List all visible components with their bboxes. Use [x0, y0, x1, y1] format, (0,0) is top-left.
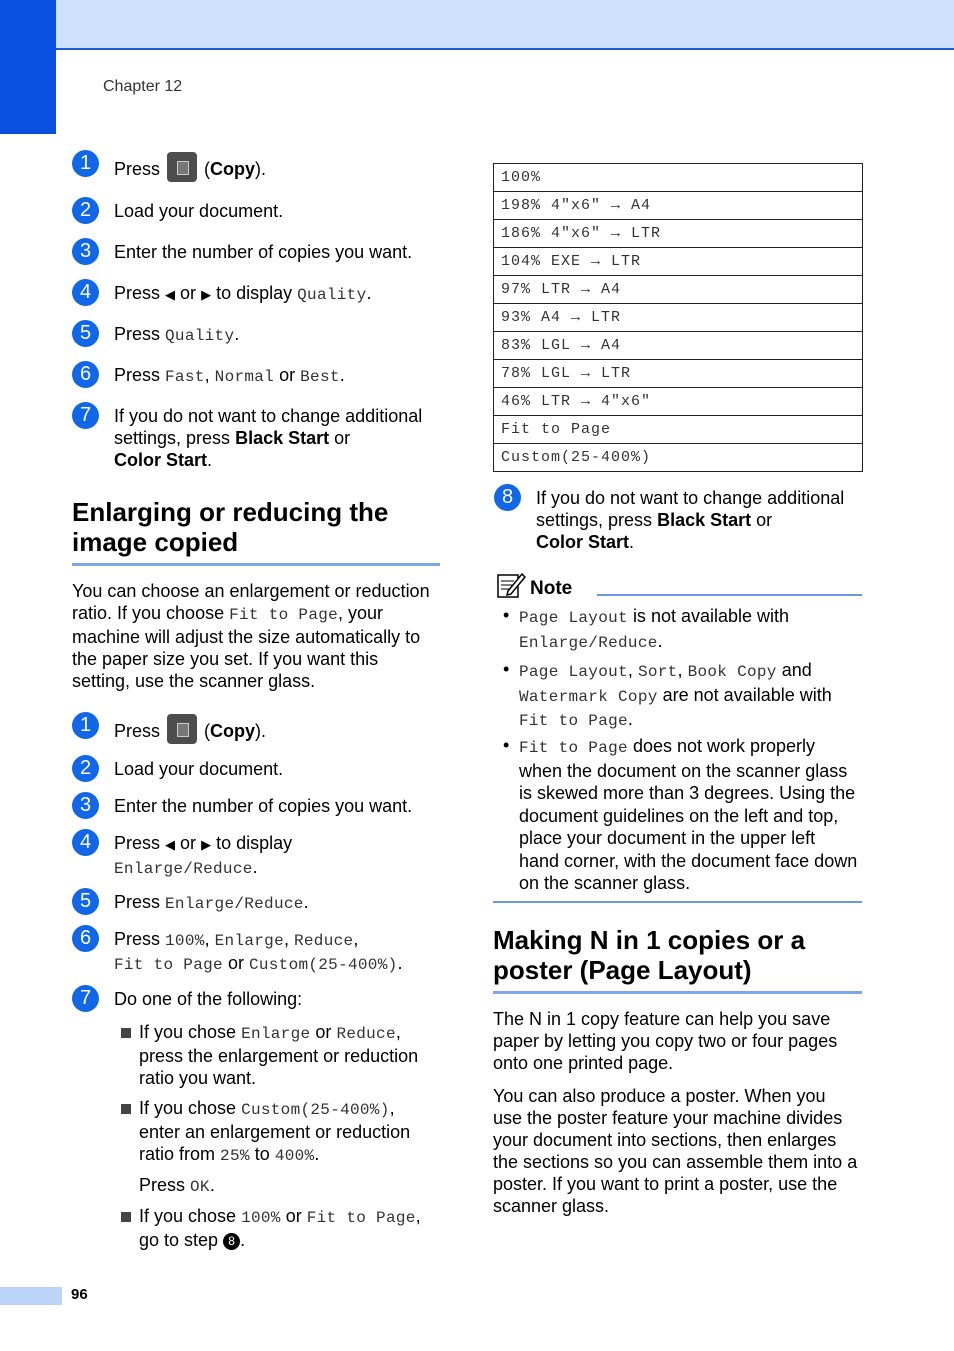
step-text: settings, press: [536, 510, 653, 530]
step-number: 7: [72, 985, 99, 1012]
period: .: [303, 892, 309, 912]
note-title: Note: [530, 578, 573, 599]
step-text: Press: [114, 158, 161, 179]
step-text: Do one of the following:: [114, 989, 303, 1009]
lcd-text: Fit to Page: [306, 1209, 416, 1227]
ratio-cell: 100%: [494, 164, 863, 192]
paren: (: [204, 158, 211, 179]
lcd-text: Watermark Copy: [519, 687, 658, 706]
note-text: on the scanner glass.: [519, 873, 691, 893]
heading-line: Making N in 1 copies or a: [493, 925, 806, 955]
note-text: is not available with: [632, 606, 790, 626]
ratio-row: [494, 388, 863, 416]
ratio-row: [494, 416, 863, 444]
page-layout-paragraph-1: [493, 1008, 868, 1074]
note-pencil-icon: [496, 571, 526, 599]
note-item-1: Page Layout is not available with Enlarge/Reduce.: [519, 606, 790, 652]
color-start-label: Color Start: [114, 450, 208, 470]
bullet-icon: •: [503, 735, 510, 755]
period: .: [207, 450, 213, 470]
header-band: [56, 0, 954, 50]
lcd-text: Custom(25-400%): [241, 1101, 390, 1119]
step-text: settings, press: [114, 428, 231, 448]
text-line: poster. If you want to print a poster, use the: [493, 1174, 838, 1194]
or-text: or: [227, 953, 244, 973]
step-text: Enter the number of copies you want.: [114, 796, 413, 816]
ratio-row: [494, 192, 863, 220]
black-start-label: Black Start: [235, 428, 330, 448]
left-arrow-icon: ◀: [165, 287, 176, 302]
text-line: Press: [139, 1175, 186, 1195]
lcd-text: Enlarge/Reduce: [114, 860, 253, 878]
lcd-text: Fit to Page: [229, 606, 339, 624]
lcd-text: Enlarge/Reduce: [165, 895, 304, 913]
step-text: If you do not want to change additional: [536, 488, 845, 508]
black-start-label: Black Start: [657, 510, 752, 530]
text-line: your document into sections, then enlarges: [493, 1130, 837, 1150]
ratio-row: [494, 360, 863, 388]
step-number: 5: [72, 320, 99, 347]
step-8-ref-icon: 8: [223, 1233, 240, 1250]
chapter-label: Chapter 12: [103, 78, 183, 95]
note-text: hand corner, with the document face down: [519, 850, 858, 871]
ratio-row: [494, 332, 863, 360]
text-line: ratio from: [139, 1144, 216, 1164]
text-line: scanner glass.: [493, 1196, 610, 1216]
chapter-tab: [0, 0, 56, 134]
text-line: use the poster feature your machine divides: [493, 1108, 843, 1128]
lcd-text: Fit to Page: [519, 739, 628, 757]
note-item-3: [519, 735, 861, 895]
text-line: setting, use the scanner glass.: [72, 671, 316, 691]
lcd-text: Enlarge: [241, 1025, 311, 1043]
copy-button-icon: [167, 714, 197, 744]
note-text: place your document in the upper left: [519, 828, 816, 848]
step-text: Press: [114, 833, 161, 853]
ratio-cell: 198% 4"x6" → A4: [494, 192, 863, 220]
copy-label: Copy: [210, 158, 256, 179]
note-text: and: [781, 660, 812, 680]
lcd-text: Reduce: [293, 932, 354, 950]
step-number: 3: [72, 238, 99, 265]
step-number: 7: [72, 402, 99, 429]
ratio-cell: 93% A4 → LTR: [494, 304, 863, 332]
ratio-row: [494, 220, 863, 248]
lcd-text: Normal: [214, 368, 275, 386]
color-start-label: Color Start: [536, 532, 630, 552]
lcd-text: Best: [300, 368, 340, 386]
period: .: [366, 283, 372, 303]
text-line: press the enlargement or reduction: [139, 1046, 419, 1066]
period: .: [339, 365, 345, 385]
bullet-icon: •: [503, 659, 510, 679]
step-number: 5: [72, 888, 99, 915]
square-bullet-icon: [121, 1028, 131, 1038]
paren: ).: [255, 158, 267, 179]
text-line: If you chose: [139, 1206, 237, 1226]
ratio-row: [494, 304, 863, 332]
intro-paragraph: [72, 580, 447, 692]
lcd-text: Sort: [637, 663, 678, 681]
lcd-text: Fit to Page: [114, 956, 223, 974]
ratio-row: [494, 276, 863, 304]
square-bullet-icon: [121, 1212, 131, 1222]
or-text: or: [756, 510, 773, 530]
heading-rule: [72, 563, 440, 566]
step-text: Enter the number of copies you want.: [114, 242, 413, 262]
lcd-text: Quality: [297, 286, 367, 304]
note-text: document guidelines on the left and top,: [519, 805, 839, 826]
step-number: 4: [72, 279, 99, 306]
bullet-icon: •: [503, 605, 510, 625]
step-number: 2: [72, 197, 99, 224]
text-line: If you chose: [139, 1022, 237, 1042]
ratio-cell: 186% 4"x6" → LTR: [494, 220, 863, 248]
ratio-row: [494, 248, 863, 276]
ratio-table: [493, 163, 863, 472]
copy-label: Copy: [210, 720, 256, 741]
step-number: 6: [72, 361, 99, 388]
lcd-text: 25%: [220, 1147, 250, 1165]
step-text: Press: [114, 365, 161, 385]
ratio-cell: 46% LTR → 4"x6": [494, 388, 863, 416]
note-item-2: Page Layout, Sort, Book Copy and Watermark Copy are not available with Fit to Page.: [519, 660, 832, 730]
text-line: ratio you want.: [139, 1068, 257, 1088]
step-text: Press: [114, 324, 161, 344]
text-line: You can also produce a poster. When you: [493, 1086, 826, 1106]
lcd-text: Fit to Page: [519, 712, 628, 730]
copy-button-icon: [167, 152, 197, 182]
period: .: [252, 857, 258, 877]
text-line: ratio. If you choose: [72, 603, 225, 623]
note-text: when the document on the scanner glass: [519, 760, 848, 781]
lcd-text: Book Copy: [687, 663, 777, 681]
lcd-text: 400%: [274, 1147, 315, 1165]
lcd-text: Page Layout: [519, 609, 628, 627]
lcd-text: OK: [190, 1178, 210, 1196]
heading-line: Enlarging or reducing the: [72, 497, 389, 527]
step-text: Load your document.: [114, 201, 284, 221]
lcd-text: 100%: [241, 1209, 281, 1227]
heading-line: image copied: [72, 527, 239, 557]
ratio-cell: 83% LGL → A4: [494, 332, 863, 360]
period: .: [397, 953, 403, 973]
lcd-text: Quality: [165, 327, 235, 345]
text-line: the sections so you can assemble them into a: [493, 1152, 858, 1172]
or-text: or: [180, 833, 197, 853]
square-bullet-icon: [121, 1104, 131, 1114]
period: .: [629, 532, 635, 552]
step-text: Load your document.: [114, 759, 284, 779]
section-heading: [72, 497, 440, 566]
step-number: 3: [72, 792, 99, 819]
ratio-cell: 104% EXE → LTR: [494, 248, 863, 276]
or-text: or: [334, 428, 351, 448]
text-line: You can choose an enlargement or reduction: [72, 581, 430, 601]
right-arrow-icon: ▶: [201, 837, 212, 852]
lcd-text: Custom(25-400%): [248, 956, 398, 974]
step-number: 1: [72, 712, 99, 739]
ratio-cell: 78% LGL → LTR: [494, 360, 863, 388]
ratio-cell: Fit to Page: [494, 416, 863, 444]
step-text: Press: [114, 720, 161, 741]
page-layout-paragraph-2: [493, 1085, 868, 1217]
left-arrow-icon: ◀: [165, 837, 176, 852]
page-number: 96: [71, 1286, 88, 1303]
step-text: Press: [114, 929, 161, 949]
or-text: or: [180, 283, 197, 303]
ratio-row: [494, 444, 863, 472]
lcd-text: Enlarge/Reduce: [519, 633, 658, 652]
text-line: onto one printed page.: [493, 1053, 674, 1073]
or-text: or: [285, 1206, 302, 1226]
step-text: If you do not want to change additional: [114, 406, 423, 426]
text-line: machine will adjust the size automatically to: [72, 627, 421, 647]
step-number: 4: [72, 829, 99, 856]
step-text: to display: [216, 833, 293, 853]
step-number: 2: [72, 755, 99, 782]
step-text: Press: [114, 283, 161, 303]
heading-rule: [493, 991, 862, 994]
text-line: paper by letting you copy two or four pages: [493, 1031, 838, 1051]
lcd-text: 100%: [165, 932, 205, 950]
ratio-cell: Custom(25-400%): [494, 444, 863, 472]
step-text: to display: [216, 283, 293, 303]
text-line: , your: [338, 603, 384, 623]
note-text: does not work properly: [632, 736, 816, 756]
text-line: enter an enlargement or reduction: [139, 1122, 411, 1142]
comma: ,: [204, 365, 210, 385]
page-number-band: [0, 1287, 62, 1305]
note-text: are not available with: [662, 684, 832, 705]
text-line: The N in 1 copy feature can help you save: [493, 1009, 831, 1029]
note-text: is skewed more than 3 degrees. Using the: [519, 783, 856, 803]
section-heading-page-layout: [493, 925, 862, 994]
lcd-text: Reduce: [336, 1025, 396, 1043]
step-number: 6: [72, 925, 99, 952]
right-arrow-icon: ▶: [201, 287, 212, 302]
text-line: the paper size you set. If you want this: [72, 649, 379, 669]
or-text: or: [315, 1022, 332, 1042]
text-line: to: [254, 1144, 270, 1164]
period: .: [234, 324, 240, 344]
lcd-text: Enlarge: [214, 932, 284, 950]
step-text: Press: [114, 892, 161, 912]
ratio-cell: 97% LTR → A4: [494, 276, 863, 304]
ratio-row: [494, 164, 863, 192]
lcd-text: Fast: [165, 368, 205, 386]
text-line: If you chose: [139, 1098, 237, 1118]
note-rule: [597, 594, 862, 596]
step-number: 8: [494, 484, 521, 511]
step-number: 1: [72, 150, 99, 177]
lcd-text: Page Layout: [519, 663, 628, 681]
heading-line: poster (Page Layout): [493, 955, 752, 985]
text-line: go to step: [139, 1230, 219, 1250]
or-text: or: [279, 365, 296, 385]
note-end-rule: [493, 901, 862, 903]
